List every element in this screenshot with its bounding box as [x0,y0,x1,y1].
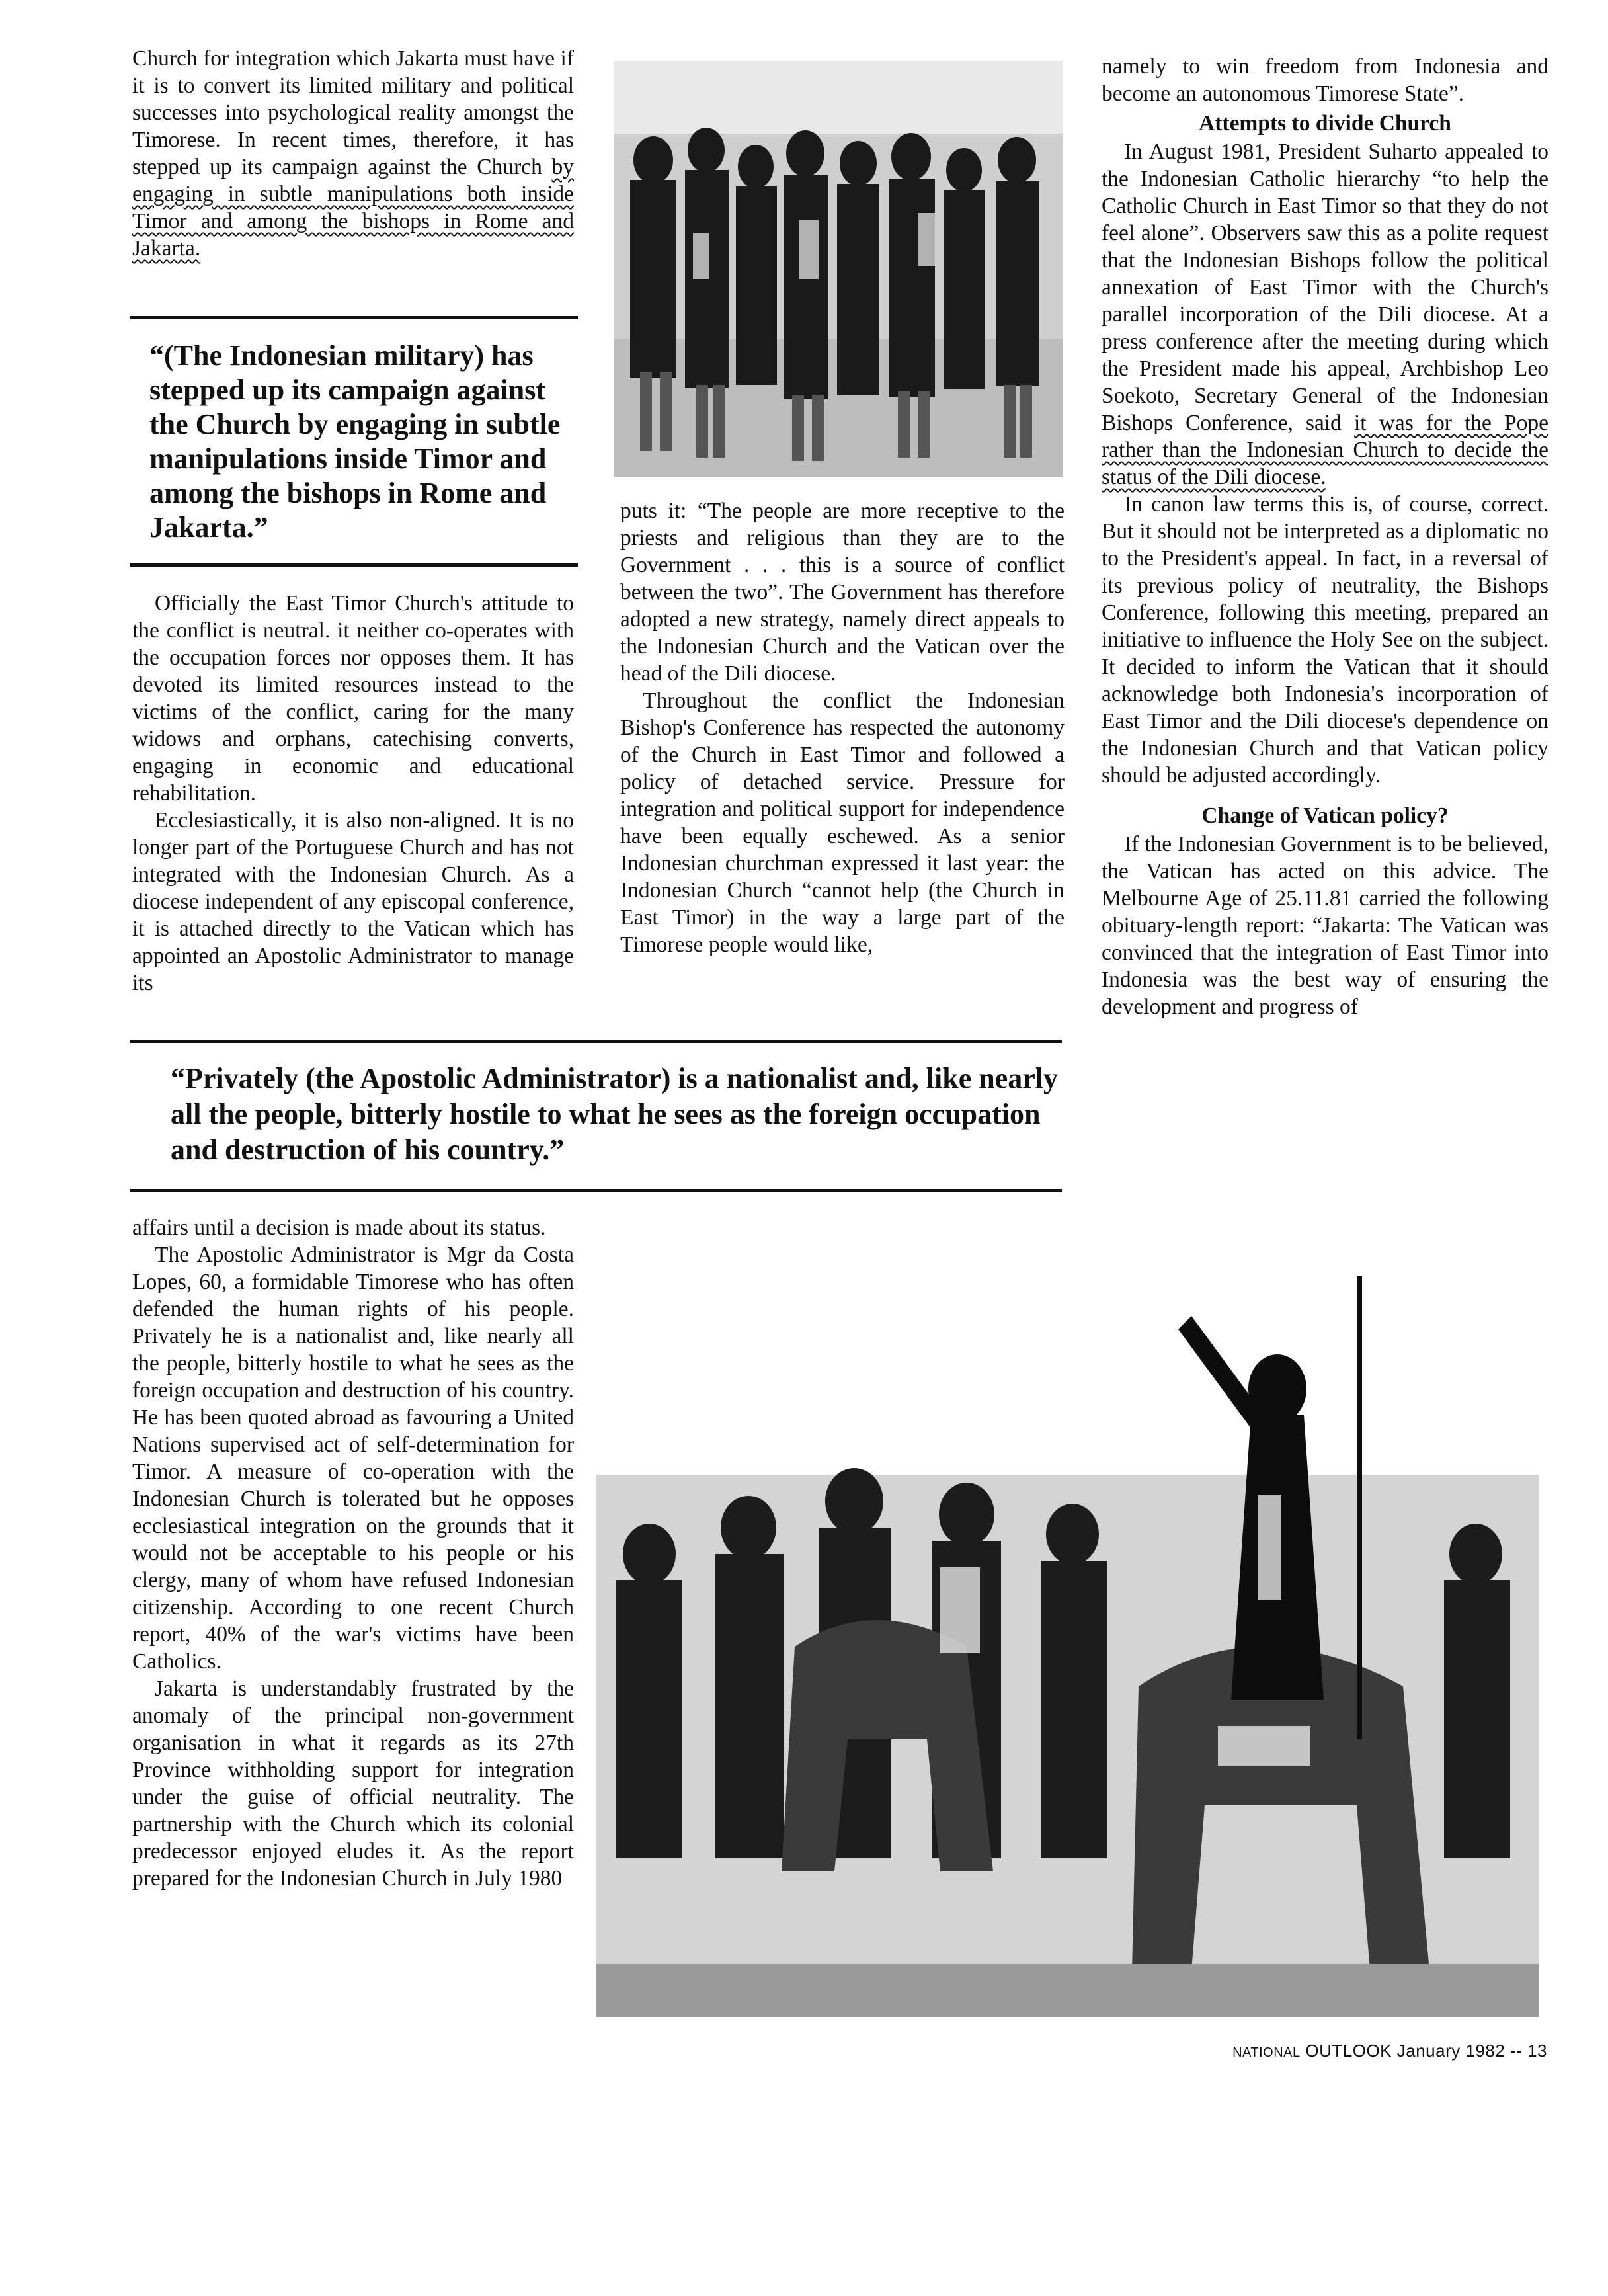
underlined-text: it was for the Pope rather than the Indonesian Church to decide the status of the Dili diocese. [1102,411,1548,489]
pull-quote-text: “Privately (the Apostolic Administrator) is a nationalist and, like nearly all the people, bitterly hostile to what he sees as the foreign occupation and destruction of his country.” [171,1062,1058,1166]
paragraph: Jakarta is understandably frustrated by the anomaly of the principal non-government organisation in what it regards as its 27th Province withholding support for integration under the guise of official neutrality. The partnership with the Church which its colonial predecessor enjoyed eludes it. As the report prepared for the Indonesian Church in July 1980 [132,1676,574,1891]
photo-crowd-image [614,61,1063,477]
paragraph: puts it: “The people are more receptive to the priests and religious than they are to the Government . . . this is a source of conflict between the two”. The Government has therefore adopted a new strategy, namely direct appeals to the Indonesian Church and the Vatican over the head of the Dili diocese. [620,499,1065,686]
pull-quote-1 [149,339,565,545]
col1-bottom-text [132,1214,574,1892]
photo-crowd [614,61,1063,477]
pull-quote-2 [171,1061,1063,1168]
paragraph: Ecclesiastically, it is also non-aligned. It is no longer part of the Portuguese Church and has not integrated with the Indonesian Church. As a diocese independent of any episcopal conference, it is attached directly to the Vatican which has appointed an Apostolic Administrator to manage its [132,808,574,995]
page-footer [1177,2041,1547,2061]
footer-publication-national: NATIONAL [1232,2045,1301,2060]
paragraph [1102,138,1548,491]
paragraph-text: In August 1981, President Suharto appealed to the Indonesian Catholic hierarchy “to help the Catholic Church in East Timor so that they do not feel alone”. Observers saw this as a polite request that the Indonesian Bishops follow the political annexation of East Timor with the Church's parallel incorporation of the Dili diocese. At a press conference after the meeting during which the President made his appeal, Archbishop Leo Soekoto, Secretary General of the Indonesian Bishops Conference, said [1102,140,1548,435]
col1-mid-text [132,590,574,997]
paragraph: Throughout the conflict the Indonesian Bishop's Conference has respected the autonomy of the Church in East Timor and followed a policy of detached service. Pressure for integration and political support for independence have been equally eschewed. As a senior Indonesian churchman expressed it last year: the Indonesian Church “cannot help (the Church in East Timor) in the way a large part of the Timorese people would like, [620,688,1065,957]
underlined-text: by engaging in subtle manipulations both inside Timor and among the bishops in Rome and Jakarta. [132,155,574,261]
section-heading-vatican-policy: Change of Vatican policy? [1201,803,1449,828]
paragraph: Officially the East Timor Church's attitude to the conflict is neutral. it neither co-operates with the occupation forces nor opposes them. It has devoted its limited resources instead to the victims of the conflict, caring for the many widows and orphans, catechising converts, engaging in economic and educational rehabilitation. [132,591,574,805]
paragraph: The Apostolic Administrator is Mgr da Costa Lopes, 60, a formidable Timorese who has often defended the human rights of his people. Privately he is a nationalist and, like nearly all the people, bitterly hostile to what he sees as the foreign occupation and destruction of his country. He has been quoted abroad as favouring a United Nations supervised act of self-determination for Timor. A measure of co-operation with the Indonesian Church is tolerated but he opposes ecclesiastical integration on the grounds that it would not be acceptable to his people or his clergy, many of whom have refused Indonesian citizenship. According to one recent Church report, 40% of the war's victims have been Catholics. [132,1243,574,1674]
divider [130,1040,1062,1043]
divider [130,316,578,319]
paragraph: namely to win freedom from Indonesia and become an autonomous Timorese State”. [1102,54,1548,106]
paragraph-text: Church for integration which Jakarta must have if it is to convert its limited military and political successes into psychological reality amongst the Timorese. In recent times, therefore, it has stepped up its campaign against the Church [132,46,574,179]
col2-mid-text [620,497,1065,958]
divider [130,1189,1062,1192]
col3-text [1102,53,1548,1020]
paragraph: affairs until a decision is made about its status. [132,1215,546,1240]
col1-top-text [132,45,574,262]
paragraph: If the Indonesian Government is to be believed, the Vatican has acted on this advice. The Melbourne Age of 25.11.81 carried the following obituary-length report: “Jakarta: The Vatican was convinced that the integration of East Timor into Indonesia was the best way of ensuring the development and progress of [1102,832,1548,1019]
divider [130,563,578,567]
footer-publication-rest: OUTLOOK January 1982 -- 13 [1305,2041,1547,2061]
photo-horseman [596,1276,1539,2017]
photo-horseman-image [596,1276,1539,2017]
paragraph [132,45,574,262]
paragraph: In canon law terms this is, of course, correct. But it should not be interpreted as a diplomatic no to the President's appeal. In fact, in a reversal of its previous policy of neutrality, the Bishops Conference, following this meeting, prepared an initiative to influence the Holy See on the subject. It decided to inform the Vatican that it should acknowledge both Indonesia's incorporation of East Timor and the Dili diocese's dependence on the Indonesian Church and that Vatican policy should be adjusted accordingly. [1102,492,1548,788]
pull-quote-text: “(The Indonesian military) has stepped up its campaign against the Church by engaging in subtle manipulations inside Timor and among the bishops in Rome and Jakarta.” [149,339,561,544]
section-heading-divide-church: Attempts to divide Church [1199,111,1451,136]
